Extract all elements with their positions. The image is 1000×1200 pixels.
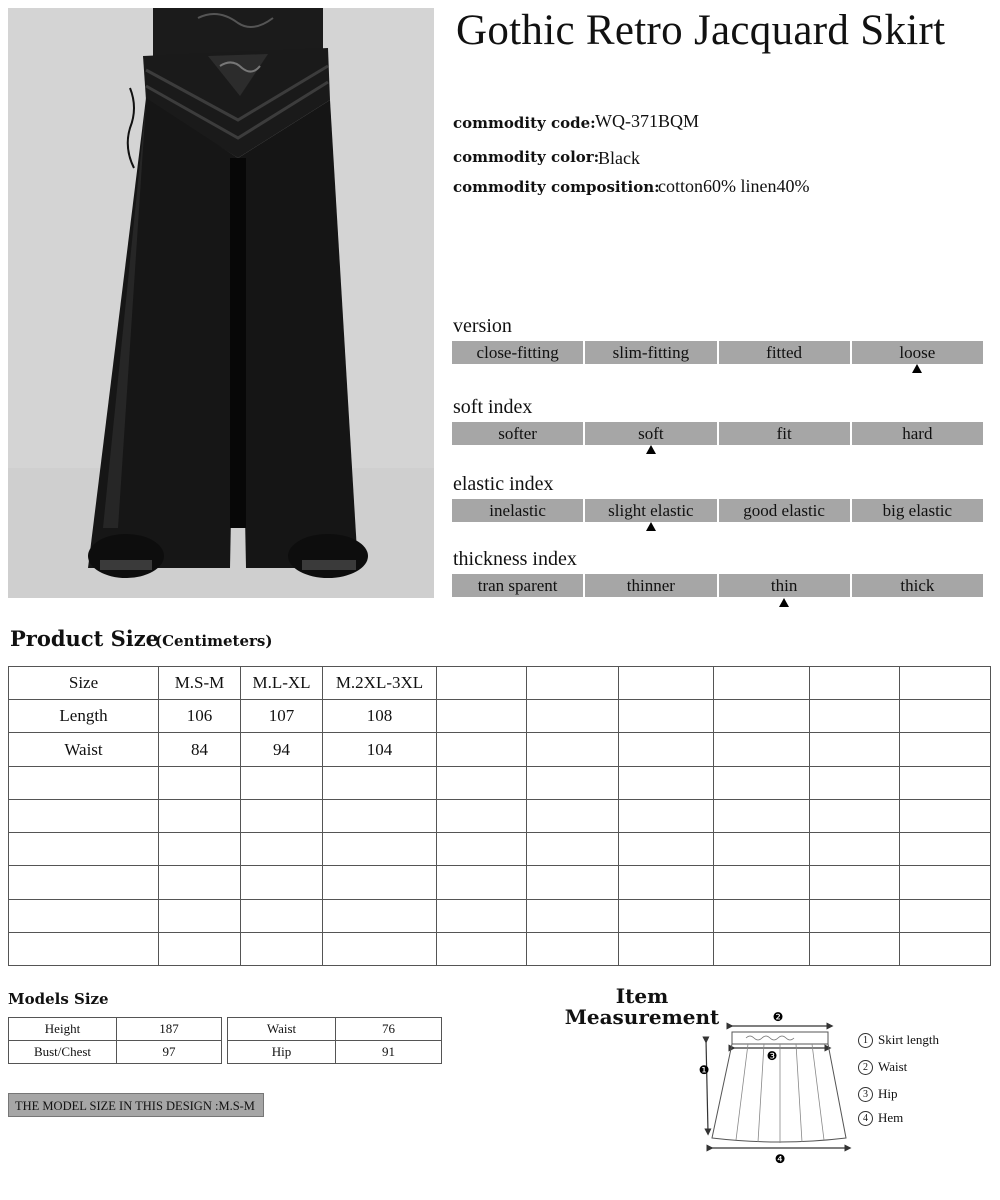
- table-cell: [619, 667, 714, 700]
- soft-index-option: softer: [452, 422, 583, 445]
- commodity-composition-label: commodity composition:: [453, 178, 660, 196]
- soft-index-marker-icon: [646, 445, 656, 454]
- model-size-note: THE MODEL SIZE IN THIS DESIGN :M.S-M: [8, 1093, 264, 1117]
- hip-mark: ❸: [766, 1049, 778, 1063]
- commodity-color-label: commodity color:: [453, 148, 600, 166]
- skirt-outline-icon: [696, 1006, 856, 1168]
- legend-number: 2: [858, 1060, 873, 1075]
- legend-label: Hem: [878, 1110, 904, 1125]
- models-size-table-right: [227, 1017, 442, 1064]
- table-row: [9, 700, 991, 733]
- table-cell: 106: [159, 700, 241, 733]
- table-cell: 108: [323, 700, 437, 733]
- product-size-table: [8, 666, 991, 966]
- table-row: [9, 866, 991, 899]
- table-cell: [810, 667, 900, 700]
- elastic-index-title: elastic index: [453, 473, 554, 495]
- commodity-composition-value: cotton60% linen40%: [658, 176, 810, 196]
- commodity-code-value: WQ-371BQM: [595, 111, 699, 131]
- thickness-index-title: thickness index: [453, 548, 577, 570]
- table-cell: [527, 733, 619, 766]
- version-marker-icon: [912, 364, 922, 373]
- table-cell: [714, 700, 810, 733]
- model-hip-label: Hip: [228, 1041, 336, 1064]
- table-cell: M.S-M: [159, 667, 241, 700]
- version-option: close-fitting: [452, 341, 583, 364]
- legend-number: 1: [858, 1033, 873, 1048]
- table-cell: Length: [9, 700, 159, 733]
- legend-label: Waist: [878, 1059, 908, 1074]
- product-photo: [8, 8, 434, 598]
- length-mark: ❶: [698, 1063, 710, 1077]
- version-option: fitted: [719, 341, 850, 364]
- table-cell: [619, 733, 714, 766]
- model-height-label: Height: [9, 1018, 117, 1041]
- table-cell: 84: [159, 733, 241, 766]
- waist-mark: ❷: [772, 1010, 784, 1024]
- table-cell: 94: [241, 733, 323, 766]
- product-size-title: Product Size: [10, 626, 160, 651]
- table-cell: Waist: [9, 733, 159, 766]
- item-measurement-title-line1: Item: [615, 984, 669, 1008]
- legend-hip: [858, 1086, 898, 1102]
- version-scale: [452, 341, 983, 364]
- legend-skirt-length: [858, 1032, 939, 1048]
- version-option: slim-fitting: [585, 341, 716, 364]
- model-waist-value: 76: [336, 1018, 442, 1041]
- model-hip-value: 91: [336, 1041, 442, 1064]
- thickness-index-scale: [452, 574, 983, 597]
- elastic-index-option: slight elastic: [585, 499, 716, 522]
- model-wearing-skirt-photo: [8, 8, 434, 598]
- table-cell: M.2XL-3XL: [323, 667, 437, 700]
- thickness-index-option: tran sparent: [452, 574, 583, 597]
- table-cell: [810, 700, 900, 733]
- legend-label: Skirt length: [878, 1032, 940, 1047]
- thickness-index-option: thin: [719, 574, 850, 597]
- table-row: [9, 1018, 222, 1041]
- table-row: [9, 733, 991, 766]
- thickness-index-option: thinner: [585, 574, 716, 597]
- commodity-color-value: Black: [598, 148, 640, 168]
- item-measurement-title-line2: Measurement: [564, 1005, 720, 1029]
- table-row: [228, 1041, 442, 1064]
- table-cell: [714, 667, 810, 700]
- model-height-value: 187: [117, 1018, 222, 1041]
- model-waist-label: Waist: [228, 1018, 336, 1041]
- soft-index-title: soft index: [453, 396, 533, 418]
- table-row: [9, 932, 991, 965]
- table-row: [9, 766, 991, 799]
- soft-index-option: hard: [852, 422, 983, 445]
- elastic-index-option: big elastic: [852, 499, 983, 522]
- commodity-code-label: commodity code:: [453, 114, 596, 132]
- soft-index-scale: [452, 422, 983, 445]
- table-cell: [527, 700, 619, 733]
- table-cell: [714, 733, 810, 766]
- table-cell: [810, 733, 900, 766]
- table-row: [9, 1041, 222, 1064]
- table-cell: [437, 667, 527, 700]
- soft-index-option: fit: [719, 422, 850, 445]
- hem-mark: ❹: [774, 1152, 786, 1166]
- thickness-index-option: thick: [852, 574, 983, 597]
- table-cell: 104: [323, 733, 437, 766]
- model-bust-label: Bust/Chest: [9, 1041, 117, 1064]
- table-cell: Size: [9, 667, 159, 700]
- legend-label: Hip: [878, 1086, 898, 1101]
- version-title: version: [453, 315, 512, 337]
- elastic-index-option: inelastic: [452, 499, 583, 522]
- table-row: [9, 833, 991, 866]
- product-size-unit: (Centimeters): [155, 632, 273, 650]
- table-row: [9, 899, 991, 932]
- table-row: [9, 667, 991, 700]
- table-cell: [619, 700, 714, 733]
- table-cell: 107: [241, 700, 323, 733]
- product-title: Gothic Retro Jacquard Skirt: [456, 7, 946, 54]
- elastic-index-marker-icon: [646, 522, 656, 531]
- elastic-index-option: good elastic: [719, 499, 850, 522]
- soft-index-option: soft: [585, 422, 716, 445]
- table-row: [228, 1018, 442, 1041]
- models-size-table-left: [8, 1017, 222, 1064]
- table-cell: [437, 700, 527, 733]
- legend-number: 3: [858, 1087, 873, 1102]
- table-cell: M.L-XL: [241, 667, 323, 700]
- legend-hem: [858, 1110, 903, 1126]
- legend-waist: [858, 1059, 907, 1075]
- table-cell: [900, 667, 991, 700]
- elastic-index-scale: [452, 499, 983, 522]
- version-option: loose: [852, 341, 983, 364]
- table-cell: [900, 733, 991, 766]
- table-cell: [437, 733, 527, 766]
- table-row: [9, 799, 991, 832]
- models-size-title: Models Size: [8, 990, 109, 1008]
- model-bust-value: 97: [117, 1041, 222, 1064]
- table-cell: [900, 700, 991, 733]
- table-cell: [527, 667, 619, 700]
- thickness-index-marker-icon: [779, 598, 789, 607]
- legend-number: 4: [858, 1111, 873, 1126]
